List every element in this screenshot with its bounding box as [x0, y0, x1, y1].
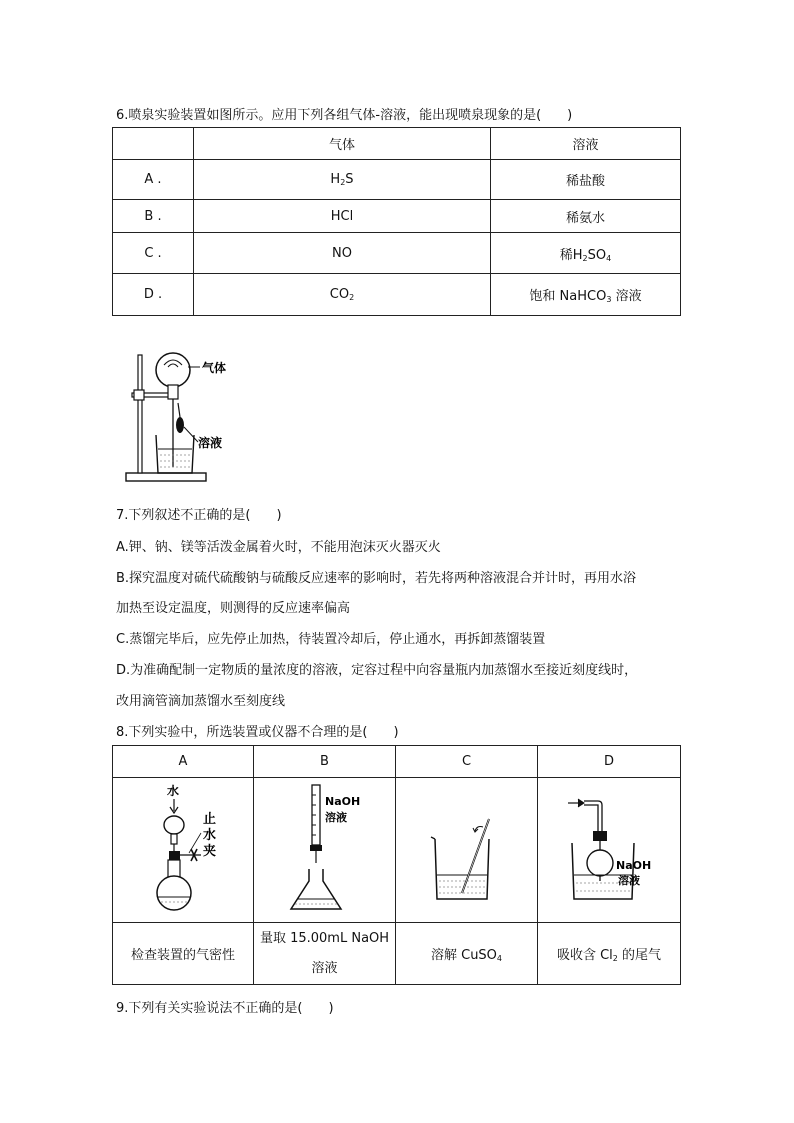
solution-label: 溶液: [198, 436, 223, 450]
table-row: [113, 233, 681, 274]
header-gas: 气体: [194, 128, 491, 160]
solution-cell: 稀$H_2SO_4$: [491, 233, 681, 274]
table-row: [113, 160, 681, 200]
caption-a: 检查装置的气密性: [113, 923, 254, 985]
q6-stem: 6.喷泉实验装置如图所示。应用下列各组气体-溶液，能出现喷泉现象的是( ): [116, 108, 573, 123]
q7-stem: 7.下列叙述不正确的是( ): [116, 508, 282, 523]
gas-cell: $H_2S$: [194, 160, 491, 200]
solution-cell: 饱和 NaHCO$_3$ 溶液: [491, 274, 681, 316]
gas-cell: HCl: [194, 200, 491, 233]
svg-text:夹: 夹: [203, 843, 217, 859]
header-c: C: [396, 746, 538, 778]
solution-label: 溶液: [618, 873, 640, 887]
round-bottom-flask: [157, 876, 191, 910]
water-label: 水: [167, 783, 180, 798]
naoh-label: NaOH: [324, 794, 360, 808]
q7-option-d-cont: 改用滴管滴加蒸馏水至刻度线: [116, 694, 286, 709]
option-label: B .: [113, 200, 194, 233]
gas-label: 气体: [202, 361, 227, 375]
burette-figure: [275, 781, 375, 916]
table-header-row: [113, 128, 681, 160]
option-label: C .: [113, 233, 194, 274]
table-row: [113, 200, 681, 233]
q8-stem: 8.下列实验中，所选装置或仪器不合理的是( ): [116, 725, 399, 740]
solution-label: 溶液: [324, 810, 347, 824]
figure-a-cell: [113, 778, 254, 923]
naoh-label: NaOH: [616, 858, 652, 872]
rubber-dropper: [176, 417, 184, 433]
flask-neck: [168, 385, 178, 399]
stand-pole: [138, 355, 142, 473]
q7-option-b-cont: 加热至设定温度，则测得的反应速率偏高: [116, 601, 351, 616]
q9-stem: 9.下列有关实验说法不正确的是( ): [116, 1001, 334, 1016]
solution-cell: 稀盐酸: [491, 160, 681, 200]
header-d: D: [538, 746, 681, 778]
gas-absorption-figure: [554, 781, 664, 916]
q6-table: [112, 127, 681, 316]
stopper: [593, 831, 607, 841]
airtightness-apparatus-figure: [133, 781, 233, 916]
beaker: [435, 839, 489, 899]
q8-table: [112, 745, 681, 985]
header-a: A: [113, 746, 254, 778]
caption-row: [113, 923, 681, 985]
clamp-joint: [134, 390, 144, 400]
svg-text:水: 水: [203, 827, 217, 843]
caption-d: 吸收含 $Cl_2$ 的尾气: [538, 923, 681, 985]
gas-cell: $CO_2$: [194, 274, 491, 316]
option-label: D .: [113, 274, 194, 316]
solution-cell: 稀氨水: [491, 200, 681, 233]
q7-option-c: C.蒸馏完毕后，应先停止加热，待装置冷却后，停止通水，再拆卸蒸馏装置: [116, 632, 546, 647]
header-empty-cell: [113, 128, 194, 160]
figure-b-cell: [254, 778, 396, 923]
conical-flask: [291, 869, 341, 909]
caption-b: 量取 15.00mL NaOH 溶液: [254, 923, 396, 985]
option-label: A .: [113, 160, 194, 200]
table-header-row: [113, 746, 681, 778]
q7-option-b: B.探究温度对硫代硫酸钠与硫酸反应速率的影响时，若先将两种溶液混合并计时，再用水浴: [116, 571, 637, 586]
q7-option-a: A.钾、钠、镁等活泼金属着火时，不能用泡沫灭火器灭火: [116, 540, 441, 555]
svg-text:止: 止: [203, 811, 217, 827]
figure-row: [113, 778, 681, 923]
stand-base: [126, 473, 206, 481]
round-flask: [156, 353, 190, 387]
inverted-funnel: [587, 850, 613, 876]
figure-c-cell: [396, 778, 538, 923]
stopcock: [310, 845, 322, 851]
header-solution: 溶液: [491, 128, 681, 160]
inlet-tube: [584, 801, 602, 833]
table-row: [113, 274, 681, 316]
solution-pointer: [184, 427, 198, 442]
stopper: [169, 851, 180, 860]
gas-cell: NO: [194, 233, 491, 274]
figure-d-cell: [538, 778, 681, 923]
q7-option-d: D.为准确配制一定物质的量浓度的溶液，定容过程中向容量瓶内加蒸馏水至接近刻度线时，: [116, 663, 638, 678]
fountain-apparatus-figure: [118, 345, 238, 485]
caption-c: 溶解 CuSO$_4$: [396, 923, 538, 985]
separatory-funnel: [164, 816, 184, 834]
dissolving-figure: [417, 781, 517, 916]
header-b: B: [254, 746, 396, 778]
right-arrow-icon: [578, 799, 584, 807]
